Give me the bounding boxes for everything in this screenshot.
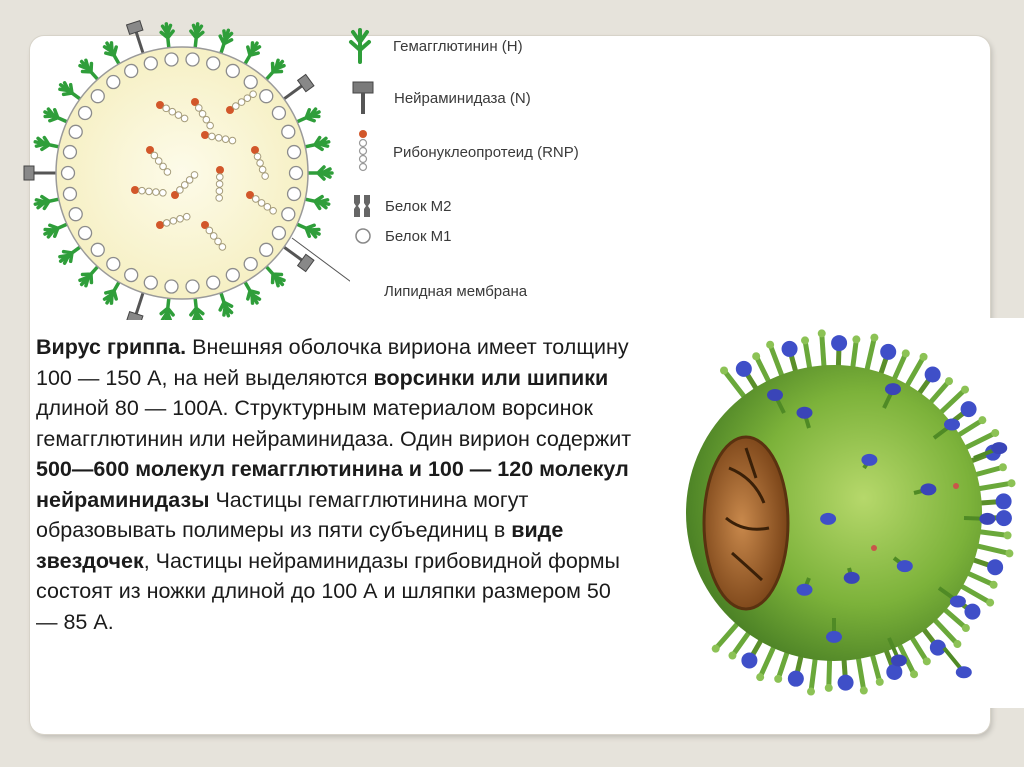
neuraminidase-head — [880, 344, 896, 360]
description-paragraph — [36, 332, 636, 637]
desc-text-4: , Частицы нейраминидазы грибовидной формы состоят из ножки длиной до 100 А и шляпки размером 50 — 85 А. — [36, 548, 620, 634]
hemagglutinin-tip — [978, 416, 986, 424]
m1-protein — [288, 187, 301, 200]
m1-protein — [107, 257, 120, 270]
mushroom-spike-icon — [350, 80, 376, 116]
hemagglutinin-tip — [923, 657, 931, 665]
hemagglutinin-tip — [825, 684, 833, 692]
virion-3d-illustration — [634, 318, 1024, 708]
front-spike-head — [979, 513, 995, 525]
m1-protein — [63, 146, 76, 159]
hemagglutinin-tip — [910, 670, 918, 678]
m1-protein — [186, 280, 199, 293]
legend-label-hemagglutinin: Гемагглютинин (H) — [393, 37, 523, 55]
hemagglutinin-tip — [1004, 531, 1012, 539]
desc-bold-spikes: ворсинки или шипики — [373, 365, 609, 390]
hemagglutinin-tip — [953, 640, 961, 648]
neuraminidase-spike — [127, 291, 150, 320]
desc-text-2: длиной 80 — 100А. Структурным материалом ворсинок гемагглютинин или нейраминидаза. Один вирион содержит — [36, 396, 632, 451]
hemagglutinin-tip — [807, 688, 815, 696]
neuraminidase-spike — [127, 21, 150, 56]
neuraminidase-head — [996, 493, 1012, 509]
m1-protein — [79, 106, 92, 119]
hemagglutinin-tip — [860, 687, 868, 695]
virion-schematic — [10, 10, 350, 320]
hemagglutinin-spike — [160, 298, 174, 320]
hemagglutinin-tip — [774, 675, 782, 683]
m1-protein — [69, 208, 82, 221]
front-spike-head — [797, 407, 813, 419]
legend-m1 — [353, 226, 452, 246]
neuraminidase-head — [964, 604, 980, 620]
legend-label-m1: Белок М1 — [385, 227, 452, 245]
bead-chain-icon — [353, 128, 373, 176]
front-spike-head — [950, 596, 966, 608]
m1-protein — [91, 90, 104, 103]
hemagglutinin-tip — [876, 678, 884, 686]
hemagglutinin-tip — [756, 673, 764, 681]
hemagglutinin-tip — [991, 429, 999, 437]
neuraminidase-head — [961, 401, 977, 417]
neuraminidase-head — [987, 559, 1003, 575]
front-spike-head — [885, 383, 901, 395]
legend-label-m2: Белок М2 — [385, 197, 452, 215]
hemagglutinin-tip — [990, 581, 998, 589]
m1-protein — [62, 167, 75, 180]
hemagglutinin-tip — [962, 624, 970, 632]
front-spike-head — [826, 631, 842, 643]
neuraminidase-head — [831, 335, 847, 351]
circle-icon — [353, 226, 373, 246]
m1-protein — [288, 146, 301, 159]
front-spike-head — [844, 572, 860, 584]
front-spike-head — [956, 666, 972, 678]
m1-protein — [260, 90, 273, 103]
neuraminidase-head — [996, 510, 1012, 526]
hemagglutinin-tip — [999, 463, 1007, 471]
m1-protein — [165, 53, 178, 66]
hemagglutinin-tip — [986, 599, 994, 607]
m1-protein — [125, 64, 138, 77]
front-spike-head — [820, 513, 836, 525]
desc-bold-stars: виде звездочек — [36, 518, 564, 573]
hemagglutinin-tip — [1005, 549, 1013, 557]
neuraminidase-head — [741, 652, 757, 668]
front-spike-head — [861, 454, 877, 466]
hemagglutinin-spike — [308, 167, 332, 179]
hemagglutinin-spike — [189, 23, 203, 48]
hemagglutinin-tip — [818, 329, 826, 337]
desc-text-1: Внешняя оболочка вириона имеет толщину 100 — 150 А, на ней выделяются — [36, 335, 629, 390]
3d-cutaway — [704, 437, 788, 609]
m2-channel-icon — [351, 193, 373, 219]
hemagglutinin-spike — [189, 298, 203, 320]
m1-protein — [91, 243, 104, 256]
neuraminidase-head — [930, 640, 946, 656]
legend-rnp — [353, 128, 579, 176]
m1-protein — [282, 208, 295, 221]
membrane-label: Липидная мембрана — [384, 283, 528, 300]
hemagglutinin-tip — [766, 341, 774, 349]
m1-protein — [244, 257, 257, 270]
m1-protein — [144, 57, 157, 70]
hemagglutinin-spike — [304, 136, 330, 153]
front-spike-head — [797, 584, 813, 596]
hemagglutinin-spike — [160, 23, 174, 48]
hemagglutinin-tip — [902, 349, 910, 357]
hemagglutinin-spike — [215, 28, 234, 55]
hemagglutinin-tip — [870, 334, 878, 342]
hemagglutinin-tip — [1008, 479, 1016, 487]
front-spike-head — [897, 560, 913, 572]
desc-bold-title: Вирус гриппа. — [36, 335, 187, 359]
hemagglutinin-spike — [215, 291, 234, 318]
hemagglutinin-spike — [304, 193, 330, 210]
m1-protein — [207, 276, 220, 289]
lipid-membrane — [56, 47, 308, 299]
neuraminidase-head — [736, 361, 752, 377]
hemagglutinin-tip — [720, 366, 728, 374]
neuraminidase-spike — [24, 166, 56, 180]
neuraminidase-head — [838, 675, 854, 691]
m1-protein — [186, 53, 199, 66]
front-spike-head — [767, 389, 783, 401]
m1-protein — [226, 269, 239, 282]
desc-text-3: Частицы гемагглютинина могут образовывать полимеры из пяти субъединиц в — [36, 487, 529, 542]
neuraminidase-head — [925, 367, 941, 383]
hemagglutinin-spike — [34, 136, 60, 153]
front-spike-head — [891, 655, 907, 667]
neuraminidase-head — [782, 341, 798, 357]
front-spike-head — [944, 419, 960, 431]
legend-m2 — [351, 193, 452, 219]
neuraminidase-head — [788, 671, 804, 687]
m1-protein — [272, 106, 285, 119]
desc-bold-molecules: 500—600 молекул гемагглютинина и 100 — 120 молекул нейраминидазы — [36, 457, 629, 512]
m1-protein — [144, 276, 157, 289]
front-spike-head — [920, 483, 936, 495]
m1-protein — [207, 57, 220, 70]
m1-protein — [63, 187, 76, 200]
hemagglutinin-tip — [961, 386, 969, 394]
hemagglutinin-tip — [728, 652, 736, 660]
hemagglutinin-spike — [34, 193, 60, 210]
legend-neuraminidase — [350, 80, 531, 116]
m1-protein — [107, 76, 120, 89]
front-spike-head — [991, 442, 1007, 454]
m1-protein — [69, 125, 82, 138]
hemagglutinin-tip — [852, 335, 860, 343]
m1-protein — [260, 243, 273, 256]
m1-protein — [272, 227, 285, 240]
hemagglutinin-tip — [712, 645, 720, 653]
hemagglutinin-tip — [801, 336, 809, 344]
hemagglutinin-tip — [752, 352, 760, 360]
m1-protein — [79, 227, 92, 240]
hemagglutinin-tip — [945, 377, 953, 385]
legend-hemagglutinin — [345, 28, 523, 64]
m1-protein — [165, 280, 178, 293]
legend-label-neuraminidase: Нейраминидаза (N) — [394, 89, 531, 107]
m1-protein — [282, 125, 295, 138]
hemagglutinin-tip — [920, 353, 928, 361]
m1-protein — [125, 269, 138, 282]
m1-protein — [290, 167, 303, 180]
green-spike-icon — [345, 28, 375, 64]
legend-label-rnp: Рибонуклеопротеид (RNP) — [393, 143, 579, 161]
m1-protein — [226, 64, 239, 77]
m1-protein — [244, 76, 257, 89]
